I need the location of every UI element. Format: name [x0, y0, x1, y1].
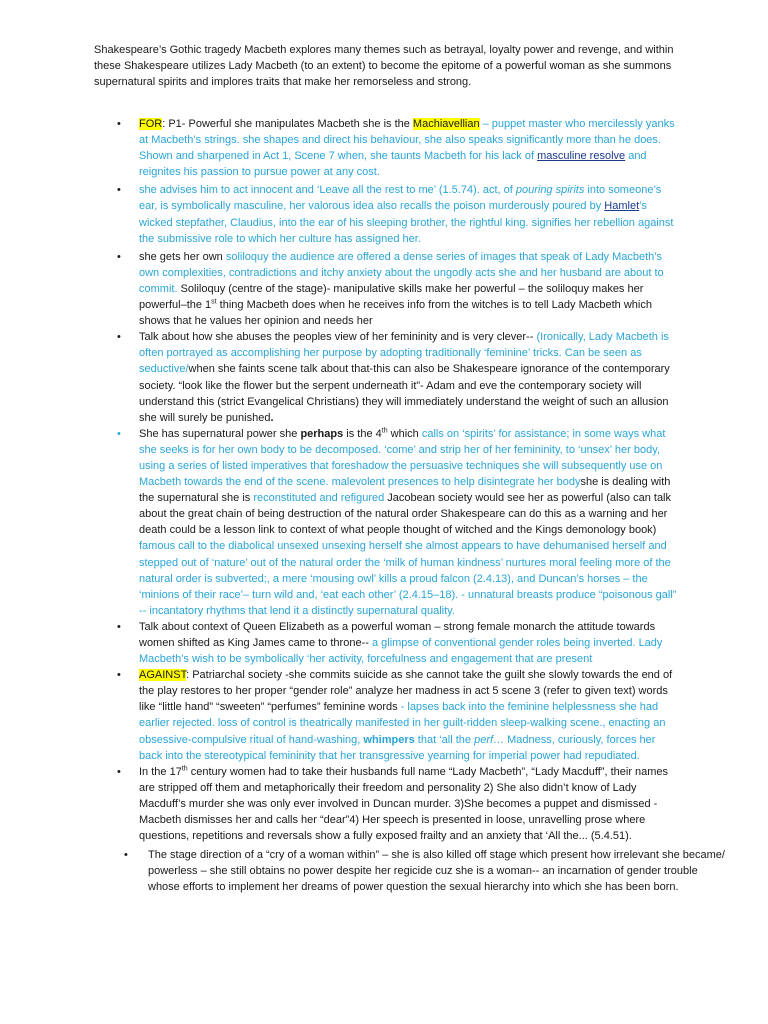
text-run: In the 17 — [139, 765, 182, 778]
text-run: she gets her own — [139, 250, 226, 263]
superscript: st — [211, 298, 217, 306]
text-run: soliloquy the audience are offered a dense series of images that speak of Lady Macbeth’s own complexities, contradictions and itchy anxiety about the ungodly acts she and her husband are about to commit. — [139, 250, 664, 295]
text-run: She has supernatural power she — [139, 427, 301, 440]
text-run: she is dealing with the supernatural she is — [139, 476, 671, 505]
bullet-icon: • — [124, 849, 128, 862]
text-run: The stage direction of a “cry of a woman within” – she is also killed off stage which present how irrelevant she became/ powerless – she still obtains no power despite her regicide cuz she is a woman-- an incarnation of gender trouble whose efforts to implement her dreams of power question the sexual hierarchy into which she has been born. — [148, 849, 725, 894]
bullet-icon: • — [117, 250, 121, 263]
text-run: : Patriarchal society -she commits suicide as she cannot take the guilt she slowly towards the end of the play restores to her proper “gender role” analyze her madness in act 5 scene 3 (refer to given text) words like “little hand” “sweeten” “perfumes” feminine words — [139, 669, 673, 714]
text-run: when she faints scene talk about that-this can also be Shakespeare ignorance of the contemporary society. “look like the flower but the serpent underneath it”- Adam and eve the contemporary society will understand this (strict Evangelical Christians) they will immediately understand the weight of such an allusion she will surely be punished — [139, 363, 670, 424]
text-run: Talk about how she abuses the peoples view of her femininity and is very clever-- — [139, 331, 537, 344]
bullet-icon: • — [117, 669, 121, 682]
text-run: ’s wicked stepfather, Claudius, into the ear of his sleeping brother, the rightful king. signifies her rebellion against the submissive role to which her culture has assigned her. — [139, 200, 674, 245]
text-run: - lapses back into the feminine helplessness she had earlier rejected. loss of control is theatrically manifested in her guilt-ridden sleep-walking scene., enacting an obsessive-compulsive ritual of hand-washing, — [139, 701, 666, 746]
bullet-icon: • — [117, 427, 121, 440]
text-run: and reignites his passion to pursue power at any cost. — [139, 150, 647, 179]
list-item — [0, 764, 681, 844]
text-run: thing Macbeth does when he receives info from the witches is to tell Lady Macbeth which shows that he values her opinion and needs her — [139, 299, 652, 328]
machiavellian-highlight: Machiavellian — [412, 118, 480, 130]
text-run: Talk about context of Queen Elizabeth as a powerful woman – strong female monarch the attitude towards women shifted as King James came to throne-- — [139, 620, 656, 649]
text-run: (Ironically, Lady Macbeth is often portrayed as accomplishing her purpose by adopting traditionally ‘feminine’ tricks. Can be seen as seductive/ — [139, 331, 669, 376]
superscript: th — [381, 427, 388, 435]
list-item — [0, 329, 681, 426]
text-run: . — [270, 411, 274, 424]
perf-italic: perf — [474, 733, 494, 746]
intro-paragraph: Shakespeare’s Gothic tragedy Macbeth explores many themes such as betrayal, loyalty power and revenge, and within these Shakespeare utilizes Lady Macbeth (to an extent) to become the epitome of a powerful woman as she summons supernatural spirits and implores traits that make her remorseless and strong. — [94, 44, 674, 89]
hamlet-link[interactable]: Hamlet — [604, 200, 640, 213]
perhaps-bold: perhaps — [300, 427, 344, 440]
list-item — [0, 249, 681, 329]
list-item — [0, 182, 681, 246]
pouring-spirits-italic: pouring spirits — [515, 184, 585, 197]
text-run: – puppet master who mercilessly yanks at Macbeth’s strings. she shapes and direct his behaviour, she also speaks significantly more than he does. Shown and sharpened in Act 1, Scene 7 when, she taunts Macbeth for his lack of — [139, 118, 675, 163]
for-label: FOR — [139, 118, 163, 130]
against-label: AGAINST — [139, 669, 187, 682]
superscript: th — [181, 765, 188, 773]
bullet-icon: • — [117, 118, 121, 130]
text-run: that ‘all the — [414, 733, 475, 746]
text-run: century women had to take their husbands full name “Lady Macbeth”, “Lady Macduff”, their names are stripped off them and metaphorically their freedom and personality 2) She also didn’t know of Lady Macduff’s murder she was only ever involved in Duncan murder. 3)She becomes a puppet and dismissed - Macbeth dismisses her and calls her “dear”4) Her speech is presented in loose, unravelling prose where questions, repetitions and reversals show a fully exposed frailty and an anxiety that ‘All the... (5.4.51). — [139, 765, 669, 843]
list-item — [0, 426, 681, 619]
text-run: Soliloquy (centre of the stage)- manipulative skills make her powerful – the soliloquy makes her powerful–the 1 — [139, 282, 644, 312]
bullet-icon: • — [117, 620, 121, 633]
text-run: which — [387, 427, 422, 440]
text-run: she advises him to act innocent and ‘Leave all the rest to me’ (1.5.74). act, of — [139, 184, 516, 197]
text-run: is the 4 — [343, 427, 382, 440]
text-run: a glimpse of conventional gender roles being inverted. Lady Macbeth’s wish to be symbolically ‘her activity, forcefulness and engagement that are present — [139, 637, 663, 666]
list-item — [0, 116, 681, 180]
text-run: famous call to the diabolical unsexed unsexing herself she almost appears to have dehumanised herself and stepped out of ‘nature’ out of the natural order the ‘milk of human kindness’ nurtures moral feeling more of the natural order is subverted;, a mere ‘mousing owl’ kills a proud falcon (2.4.13), and Duncan’s horses – the ‘minions of their race’– turn wild and, ‘eat each other’ (2.4.15–18). - unnatural breasts produce “poisonous gall” -- incantatory rhythms that lend it a distinctly supernatural quality. — [139, 540, 677, 617]
text-run: … Madness, curiously, forces her back into the stereotypical femininity that her transgressive yearning for imperial power had repudiated. — [139, 733, 656, 762]
masculine-resolve-link[interactable]: masculine resolve — [537, 150, 626, 163]
bullet-icon: • — [117, 765, 121, 778]
list-item — [0, 847, 728, 895]
bullet-icon: • — [117, 331, 121, 344]
list-item — [0, 619, 681, 667]
bullet-list — [0, 116, 768, 896]
whimpers-bold: whimpers — [363, 733, 415, 746]
text-run: : P1- Powerful she manipulates Macbeth she is the — [162, 118, 413, 130]
text-run: Jacobean society would see her as powerful (also can talk about the great chain of being destruction of the natural order Shakespeare can do this as a warning and her death could be a lesson link to context of what people thought of witched and the Kings demonology book) — [139, 492, 672, 537]
text-run: reconstituted and refigured — [253, 492, 385, 505]
bullet-icon: • — [117, 184, 121, 197]
list-item — [0, 667, 681, 764]
text-run: calls on ‘spirits’ for assistance; in some ways what she seeks is for her own body to be decomposed. ‘come’ and strip her of her femininity, to ‘unsex’ her body, using a series of listed imperatives that foreshadow the persuasive techniques she will subsequently use on Macbeth towards the end of the scene. malevolent presences to help disintegrate her body — [139, 427, 666, 489]
text-run: into someone’s ear, is symbolically masculine, her valorous idea also recalls the poison murderously poured by — [139, 184, 662, 213]
